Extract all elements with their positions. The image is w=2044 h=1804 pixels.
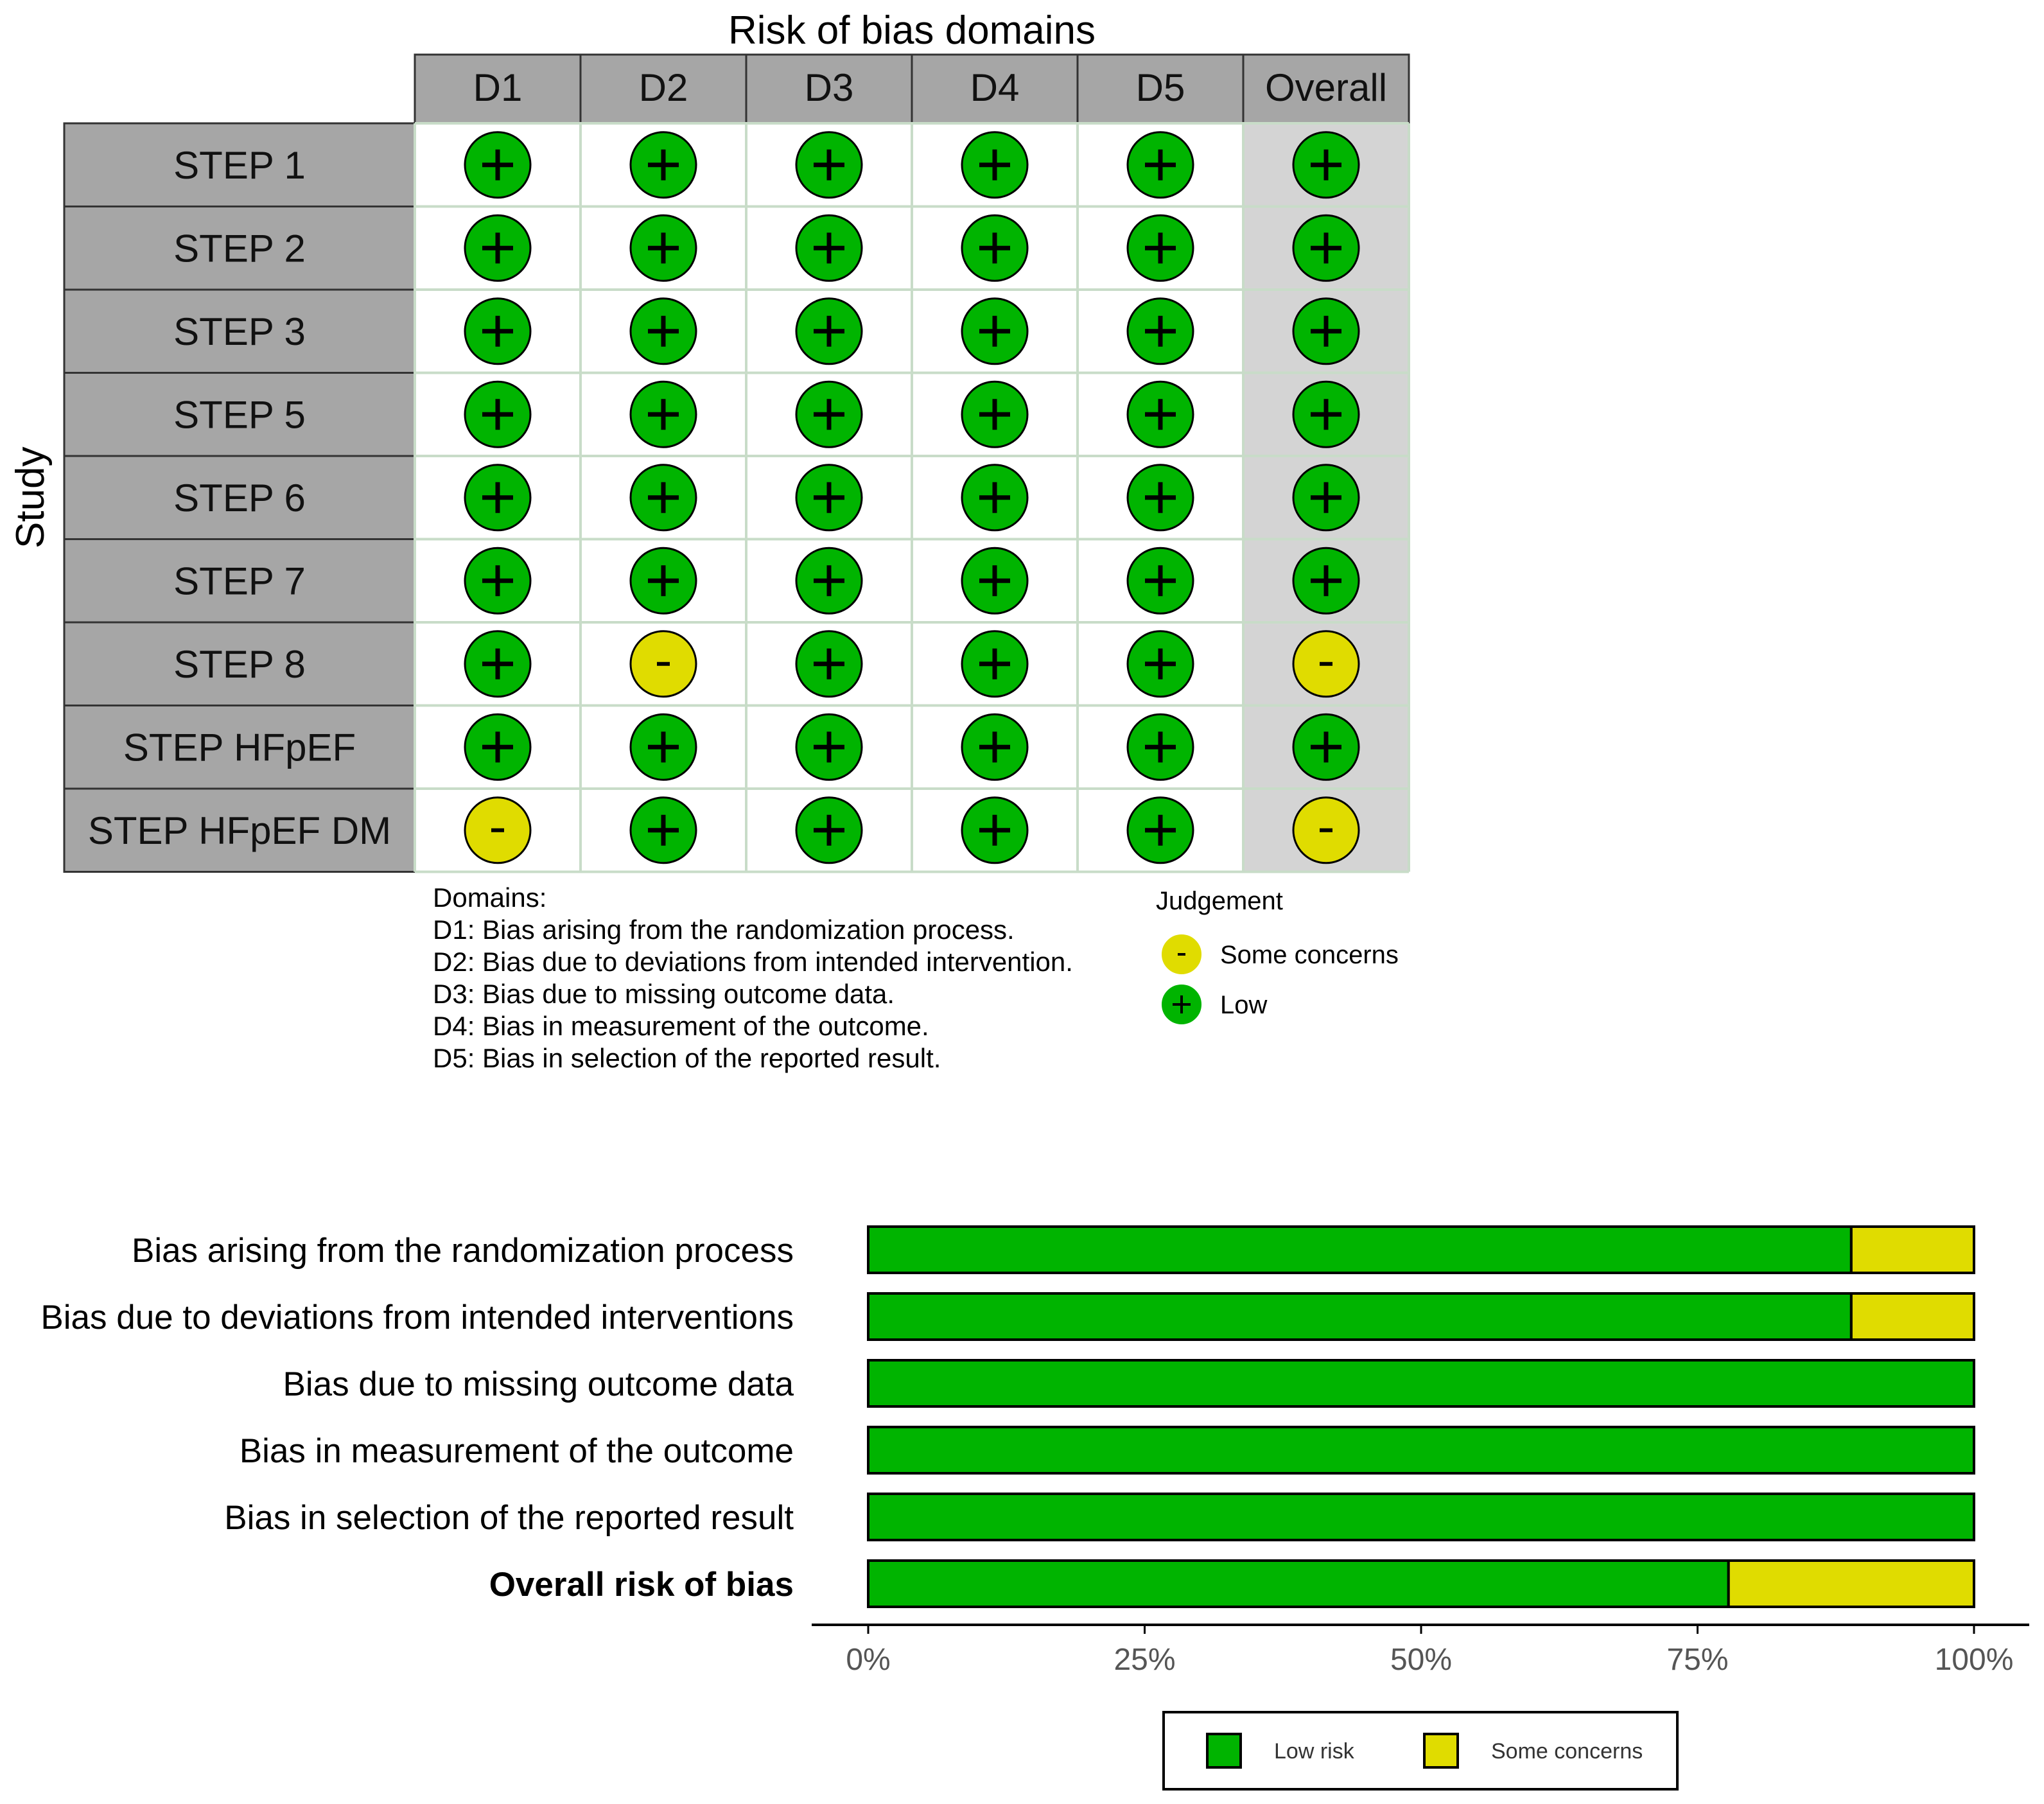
x-tick-label: 50% <box>1390 1643 1453 1677</box>
domains-legend-heading: Domains: <box>433 882 547 913</box>
study-label: STEP HFpEF DM <box>87 809 392 852</box>
domains-legend-item: D3: Bias due to missing outcome data. <box>433 979 895 1009</box>
column-header-label: D1 <box>473 66 523 109</box>
study-label: STEP 1 <box>173 143 306 187</box>
column-header-label: D5 <box>1135 66 1185 109</box>
column-header-label: D3 <box>804 66 854 109</box>
domains-legend-item: D4: Bias in measurement of the outcome. <box>433 1011 929 1041</box>
domains-legend-item: D2: Bias due to deviations from intended intervention. <box>433 947 1073 977</box>
study-label: STEP 7 <box>173 559 306 603</box>
x-tick-label: 25% <box>1114 1643 1176 1677</box>
summary-bar-chart <box>40 1227 2029 1789</box>
low-risk-bar <box>868 1561 1729 1607</box>
low-risk-bar <box>868 1494 1974 1540</box>
category-label: Bias arising from the randomization process <box>131 1232 794 1270</box>
legend-low-risk-swatch <box>1207 1734 1241 1767</box>
low-risk-bar <box>868 1293 1851 1340</box>
category-label: Bias in selection of the reported result <box>224 1499 794 1537</box>
some-concerns-bar <box>1851 1293 1974 1340</box>
some-concerns-bar <box>1729 1561 1974 1607</box>
traffic-title: Risk of bias domains <box>728 8 1096 53</box>
column-header-label: D4 <box>970 66 1020 109</box>
column-header-label: Overall <box>1264 66 1388 109</box>
some-concerns-bar <box>1851 1227 1974 1273</box>
domains-legend-item: D5: Bias in selection of the reported result. <box>433 1043 941 1073</box>
study-label: STEP 6 <box>173 476 306 520</box>
study-label: STEP 5 <box>173 393 306 437</box>
judgement-legend-label: Some concerns <box>1220 941 1399 969</box>
x-tick-label: 100% <box>1934 1643 2014 1677</box>
judgement-legend-label: Low <box>1220 991 1268 1019</box>
legend-some-concerns-swatch <box>1424 1734 1458 1767</box>
traffic-light-plot <box>8 8 1409 1073</box>
category-label: Bias due to missing outcome data <box>283 1365 794 1403</box>
low-risk-bar <box>868 1427 1974 1473</box>
study-axis-label: Study <box>8 446 53 549</box>
summary-legend-label: Low risk <box>1274 1739 1354 1764</box>
x-tick-label: 75% <box>1666 1643 1729 1677</box>
low-risk-bar <box>868 1360 1974 1406</box>
category-label: Bias due to deviations from intended interventions <box>40 1299 794 1336</box>
low-risk-bar <box>868 1227 1851 1273</box>
study-label: STEP 2 <box>173 227 306 270</box>
column-header-label: D2 <box>638 66 688 109</box>
study-label: STEP 8 <box>173 642 306 686</box>
summary-legend-label: Some concerns <box>1491 1739 1643 1764</box>
x-tick-label: 0% <box>846 1643 891 1677</box>
category-label: Overall risk of bias <box>489 1566 794 1604</box>
judgement-legend-heading: Judgement <box>1156 887 1283 915</box>
study-label: STEP HFpEF <box>123 726 356 769</box>
domains-legend-item: D1: Bias arising from the randomization process. <box>433 915 1015 945</box>
category-label: Bias in measurement of the outcome <box>239 1432 794 1470</box>
study-label: STEP 3 <box>173 310 306 353</box>
